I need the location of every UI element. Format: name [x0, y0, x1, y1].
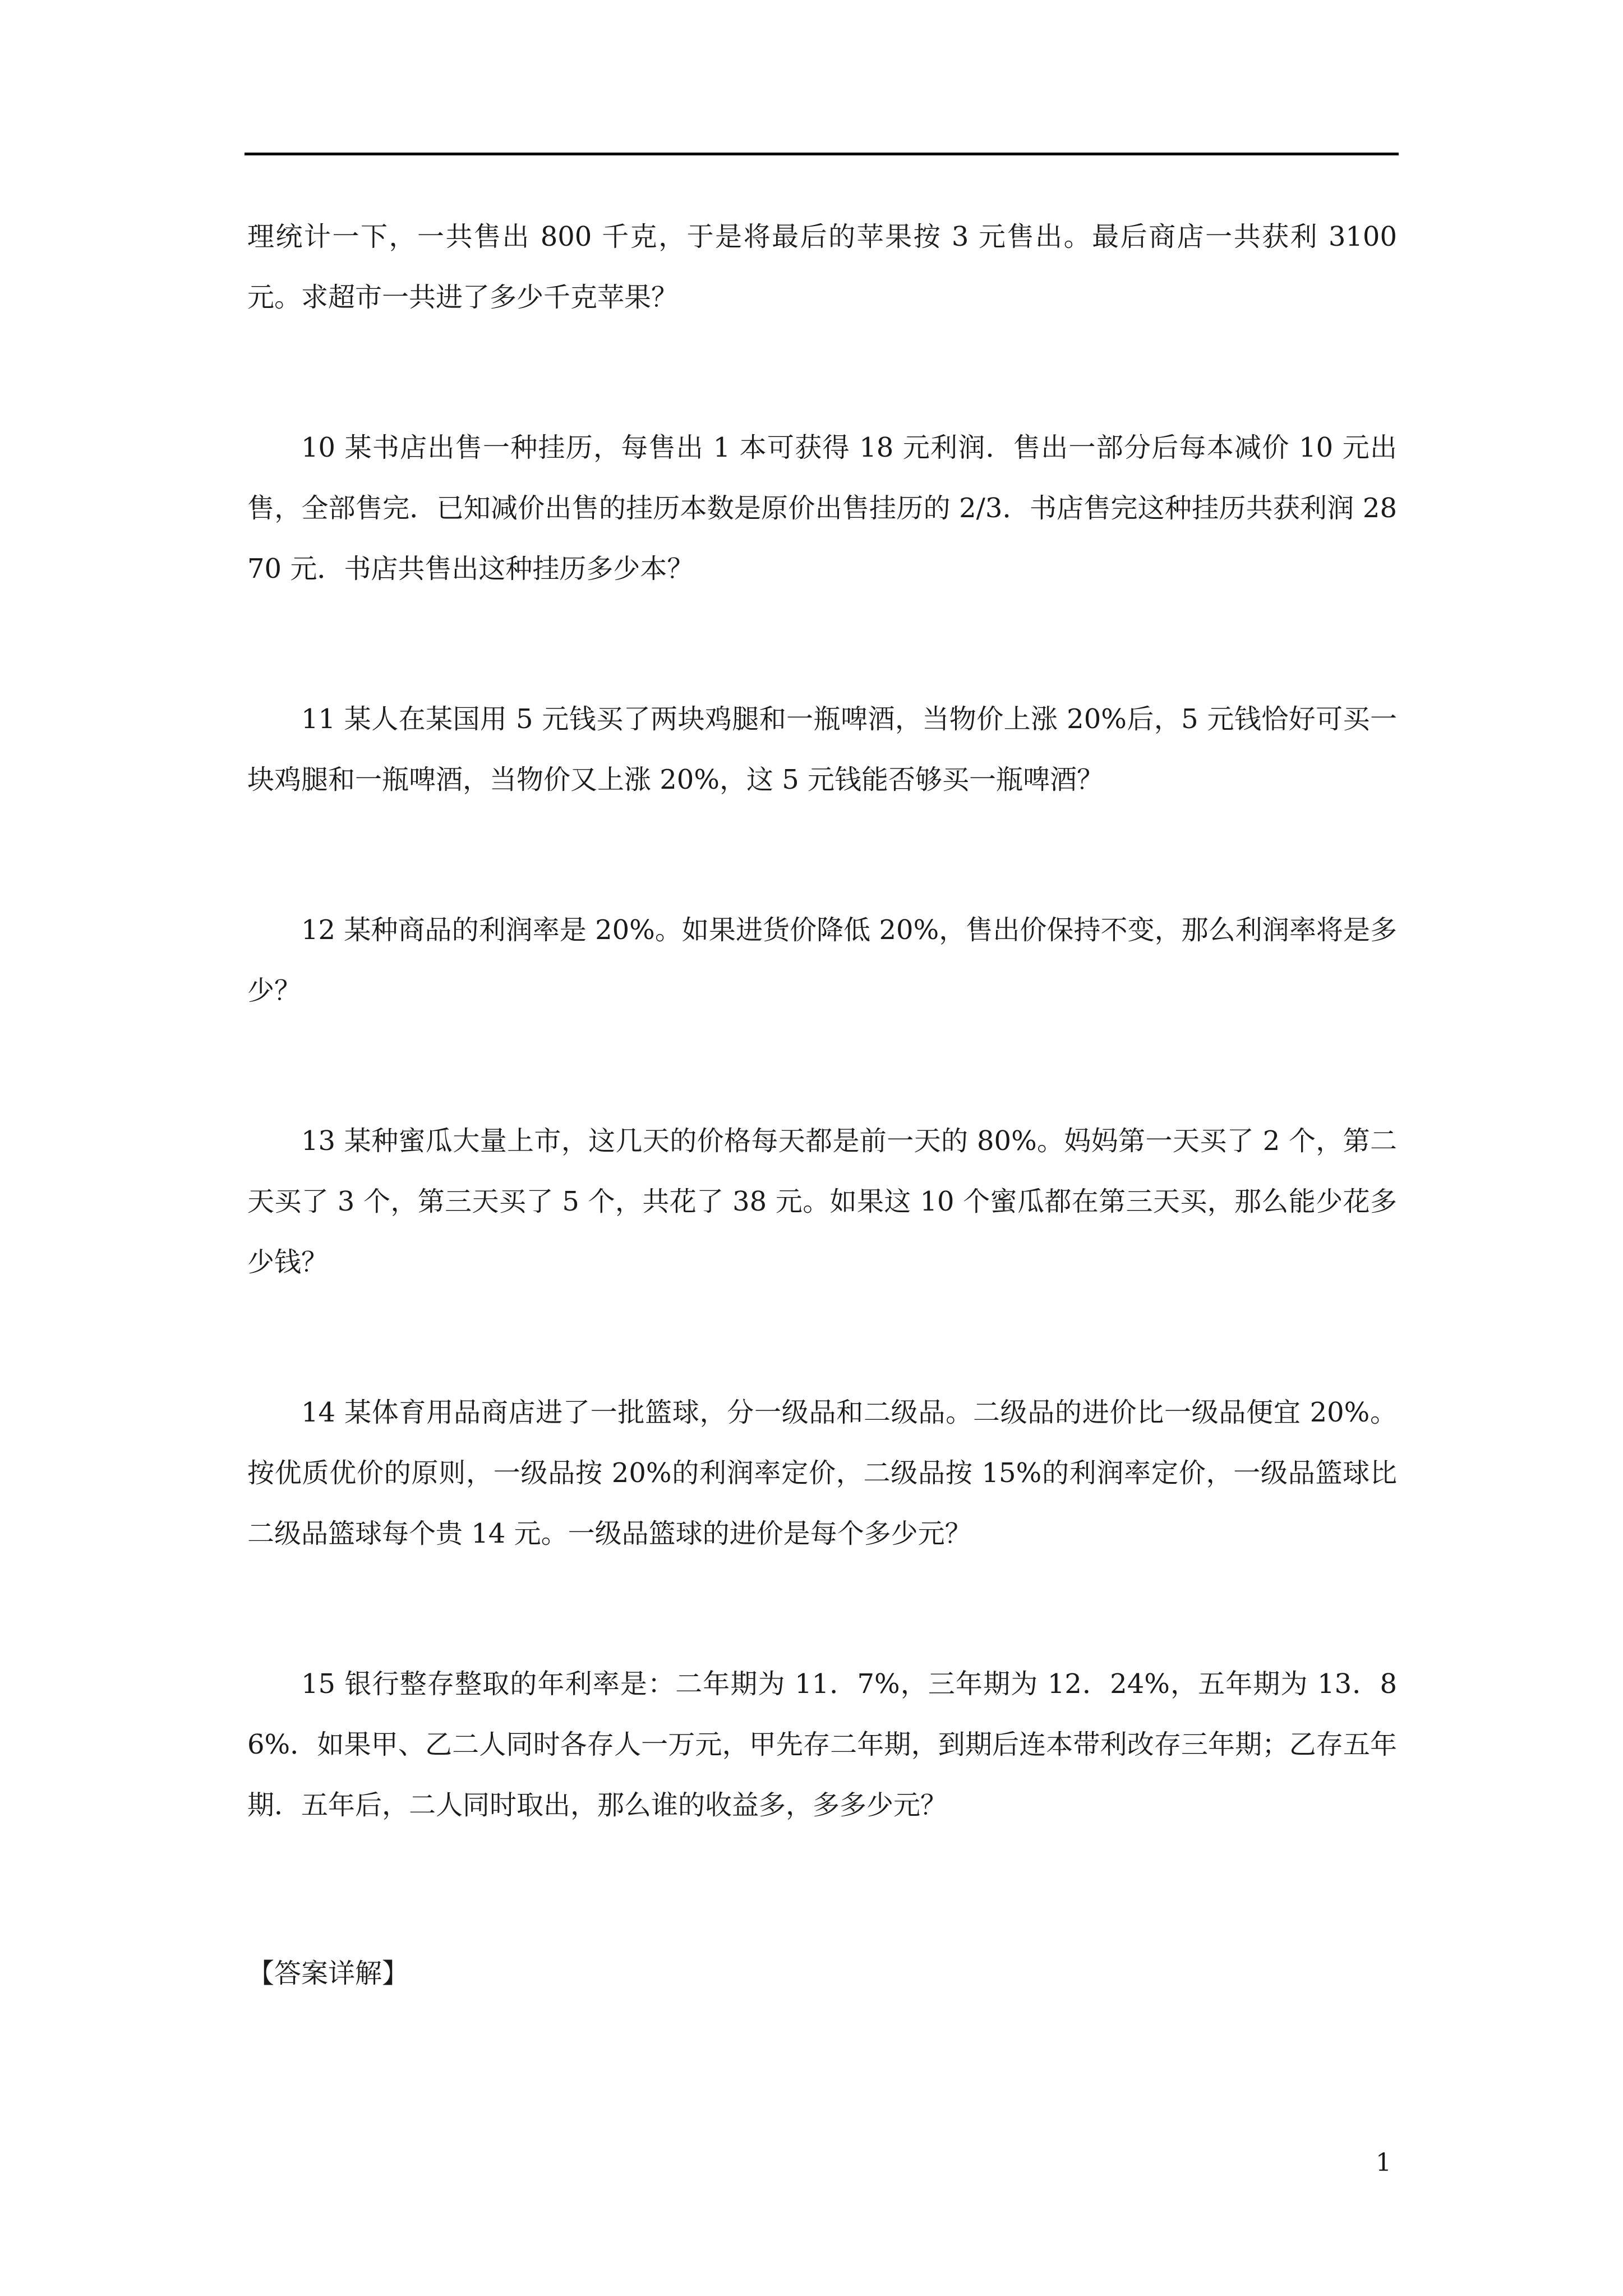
header-rule [245, 153, 1399, 155]
question-13: 13 某种蜜瓜大量上市，这几天的价格每天都是前一天的 80%。妈妈第一天买了 2 个，第二天买了 3 个，第三天买了 5 个，共花了 38 元。如果这 10 个蜜瓜都在第三天买，那么能少花多少钱？ [247, 1125, 1397, 1278]
question-14: 14 某体育用品商店进了一批篮球，分一级品和二级品。二级品的进价比一级品便宜 20%。按优质优价的原则，一级品按 20%的利润率定价，二级品按 15%的利润率定价，一级品篮球比二级品篮球每个贵 14 元。一级品篮球的进价是每个多少元？ [247, 1397, 1397, 1549]
question-12: 12 某种商品的利润率是 20%。如果进货价降低 20%，售出价保持不变，那么利润率将是多少？ [247, 914, 1397, 1006]
page-number: 1 [1376, 2148, 1391, 2177]
continuation-paragraph: 理统计一下，一共售出 800 千克，于是将最后的苹果按 3 元售出。最后商店一共获利 3100 元。求超市一共进了多少千克苹果？ [247, 221, 1397, 313]
document-body [247, 206, 1397, 1835]
question-15: 15 银行整存整取的年利率是：二年期为 11．7%，三年期为 12．24%，五年期为 13．86%．如果甲、乙二人同时各存人一万元，甲先存二年期，到期后连本带利改存三年期；乙存五年期．五年后，二人同时取出，那么谁的收益多，多多少元？ [247, 1668, 1397, 1821]
answer-heading: 【答案详解】 [247, 1958, 409, 1989]
question-10: 10 某书店出售一种挂历，每售出 1 本可获得 18 元利润．售出一部分后每本减价 10 元出售，全部售完．已知减价出售的挂历本数是原价出售挂历的 2/3．书店售完这种挂历共获利润 2870 元．书店共售出这种挂历多少本？ [247, 432, 1397, 585]
question-11: 11 某人在某国用 5 元钱买了两块鸡腿和一瓶啤酒，当物价上涨 20%后，5 元钱恰好可买一块鸡腿和一瓶啤酒，当物价又上涨 20%，这 5 元钱能否够买一瓶啤酒？ [247, 703, 1397, 795]
